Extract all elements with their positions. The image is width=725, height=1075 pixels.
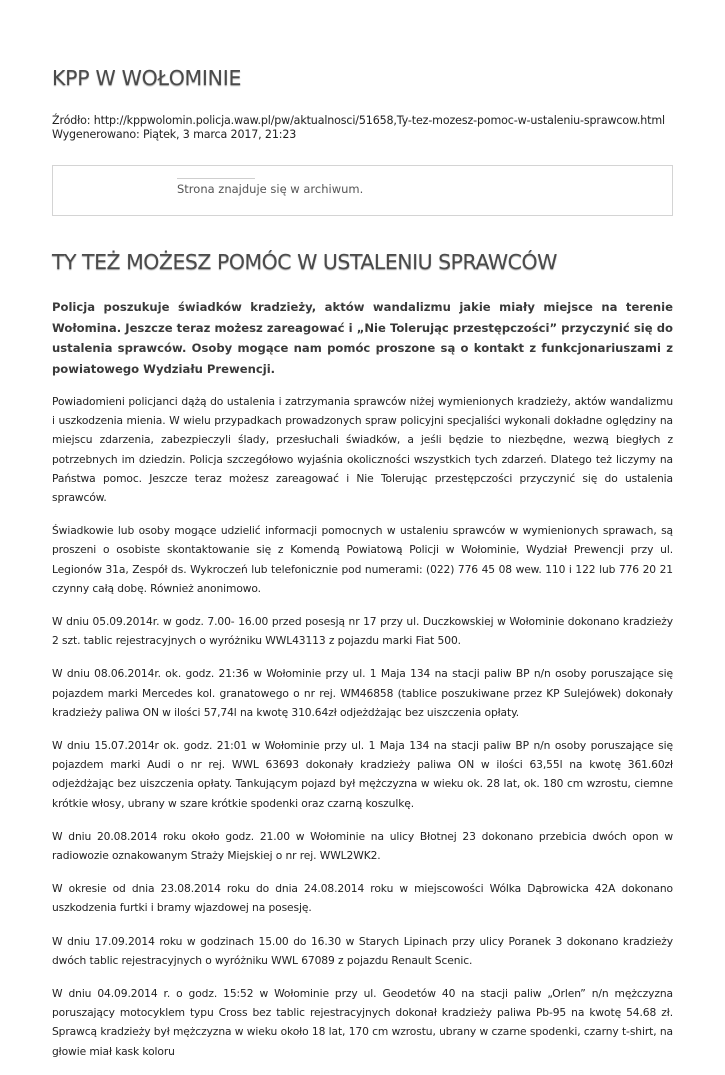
article-paragraph: Powiadomieni policjanci dążą do ustalenia i zatrzymania sprawców niżej wymienionych kradzieży, aktów wandalizmu i uszkodzenia mienia. W wielu przypadkach prowadzonych spraw policyjni specjaliści wykonali dokładne oględziny na miejscu zdarzenia, zabezpieczyli ślady, przesłuchali świadków, a jeśli będzie to niezbędne, wezwą biegłych z potrzebnych im dziedzin. Policja szczegółowo wyjaśnia okoliczności wszystkich tych zdarzeń. Dlatego też liczymy na Państwa pomoc. Jeszcze teraz możesz zareagować i Nie Tolerując przestępczości przyczynić się do ustalenia sprawców. xyxy=(52,395,673,505)
archive-notice-box xyxy=(52,165,673,216)
archive-notice-text: Strona znajduje się w archiwum. xyxy=(177,182,364,196)
article-title: TY TEŻ MOŻESZ POMÓC W USTALENIU SPRAWCÓW xyxy=(52,250,557,274)
article-paragraph: W dniu 08.06.2014r. ok. godz. 21:36 w Wołominie przy ul. 1 Maja 134 na stacji paliw BP n/n osoby poruszające się pojazdem marki Mercedes kol. granatowego o nr rej. WM46858 (tablice poszukiwane przez KP Sulejówek) dokonały kradzieży paliwa ON w ilości 57,74l na kwotę 310.64zł odjeżdżając bez uiszczenia opłaty. xyxy=(52,667,673,719)
article-paragraph: W dniu 04.09.2014 r. o godz. 15:52 w Wołominie przy ul. Geodetów 40 na stacji paliw „Orlen” n/n mężczyzna poruszający motocyklem typu Cross bez tablic rejestracyjnych dokonał kradzieży paliwa Pb-95 na kwotę 54.68 zł. Sprawcą kradzieży był mężczyzna w wieku około 18 lat, 170 cm wzrostu, ubrany w czarne spodenki, czarny t-shirt, na głowie miał kask koloru xyxy=(52,987,673,1058)
archive-divider xyxy=(177,178,255,179)
article-paragraph: Świadkowie lub osoby mogące udzielić informacji pomocnych w ustaleniu sprawców w wymienionych sprawach, są proszeni o osobiste skontaktowanie się z Komendą Powiatową Policji w Wołominie, Wydział Prewencji przy ul. Legionów 31a, Zespół ds. Wykroczeń lub telefonicznie pod numerami: (022) 776 45 08 wew. 110 i 122 lub 776 20 21 czynny całą dobę. Również anonimowo. xyxy=(52,524,673,595)
generated-line: Wygenerowano: Piątek, 3 marca 2017, 21:23 xyxy=(52,128,297,141)
document-meta xyxy=(52,114,673,142)
article-paragraph: W dniu 05.09.2014r. w godz. 7.00- 16.00 przed posesją nr 17 przy ul. Duczkowskiej w Wołominie dokonano kradzieży 2 szt. tablic rejestracyjnych o wyróżniku WWL43113 z pojazdu marki Fiat 500. xyxy=(52,615,673,648)
article-paragraph: W dniu 17.09.2014 roku w godzinach 15.00 do 16.30 w Starych Lipinach przy ulicy Poranek 3 dokonano kradzieży dwóch tablic rejestracyjnych o wyróżniku WWL 67089 z pojazdu Renault Scenic. xyxy=(52,934,673,967)
article-paragraph: W okresie od dnia 23.08.2014 roku do dnia 24.08.2014 roku w miejscowości Wólka Dąbrowicka 42A dokonano uszkodzenia furtki i bramy wjazdowej na posesję. xyxy=(52,882,673,915)
article-body xyxy=(52,392,673,1075)
article-paragraph: W dniu 15.07.2014r ok. godz. 21:01 w Wołominie przy ul. 1 Maja 134 na stacji paliw BP n/n osoby poruszające się pojazdem marki Audi o nr rej. WWL 63693 dokonały kradzieży paliwa ON w ilości 63,55l na kwotę 361.60zł odjeżdżając bez uiszczenia opłaty. Tankującym pojazd był mężczyzna w wieku ok. 28 lat, ok. 180 cm wzrostu, ciemne krótkie włosy, ubrany w szare krótkie spodenki oraz czarną koszulkę. xyxy=(52,739,673,810)
site-title: KPP W WOŁOMINIE xyxy=(52,66,242,90)
article-paragraph: W dniu 20.08.2014 roku około godz. 21.00 w Wołominie na ulicy Błotnej 23 dokonano przebicia dwóch opon w radiowozie oznakowanym Straży Miejskiej o nr rej. WWL2WK2. xyxy=(52,829,673,863)
article-lead: Policja poszukuje świadków kradzieży, aktów wandalizmu jakie miały miejsce na terenie Wołomina. Jeszcze teraz możesz zareagować i „Nie Tolerując przestępczości” przyczynić się do ustalenia sprawców. Osoby mogące nam pomóc proszone są o kontakt z funkcjonariuszami z powiatowego Wydziału Prewencji. xyxy=(52,300,673,376)
source-line: Źródło: http://kppwolomin.policja.waw.pl/pw/aktualnosci/51658,Ty-tez-mozesz-pomoc-w-ustaleniu-sprawcow.html xyxy=(52,114,665,127)
